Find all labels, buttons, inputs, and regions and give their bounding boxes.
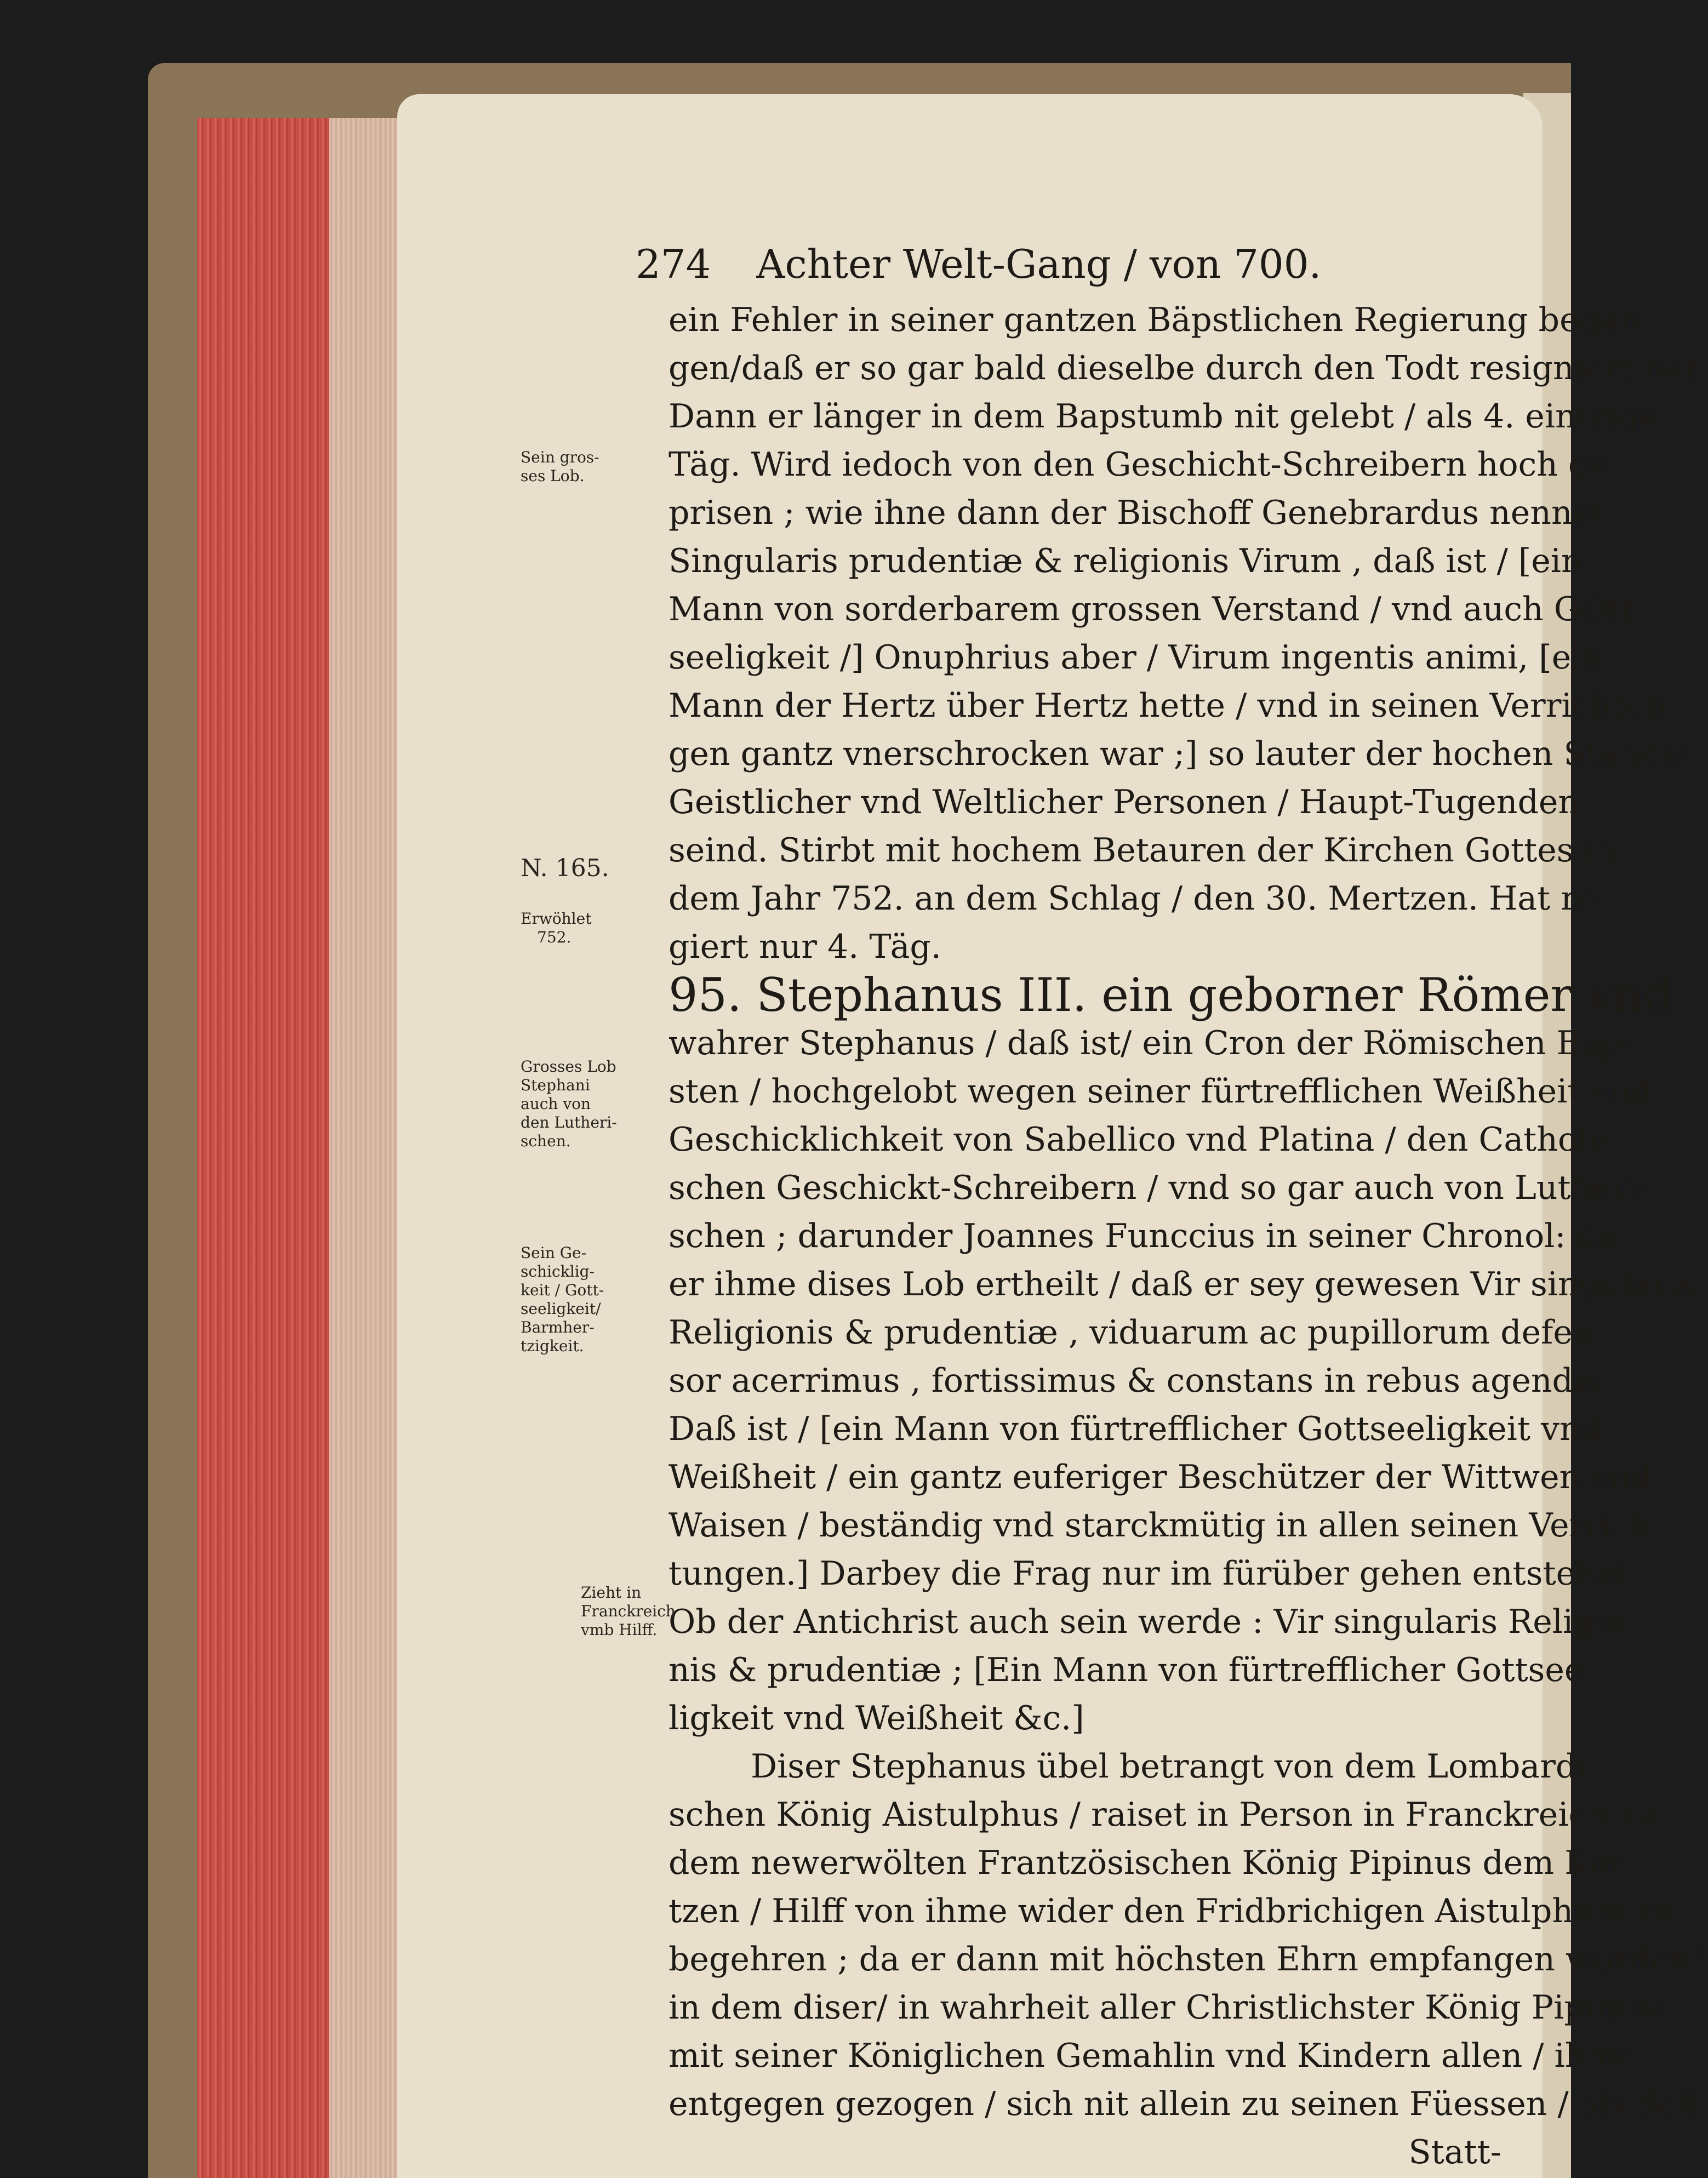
margin-note-line: tzigkeit. [521,1337,584,1355]
margin-note-line: den Lutheri- [521,1113,617,1131]
margin-note-line: keit / Gott- [521,1281,604,1299]
text-line: Waisen / beständig vnd starckmütig in allen seinen Verrich- [669,1506,1662,1545]
margin-note-line: Zieht in [581,1584,642,1602]
margin-note-line: Sein Ge- [521,1244,587,1262]
margin-note [581,1584,676,1639]
text-line: Daß ist / [ein Mann von fürtrefflicher Gottseeligkeit vnd [669,1410,1602,1448]
running-title: Achter Welt-Gang / von 700. [756,241,1322,287]
margin-note-line: auch von [521,1095,591,1113]
text-line: mit seiner Königlichen Gemahlin vnd Kindern allen / ihme [669,2037,1637,2075]
text-line: Religionis & prudentiæ , viduarum ac pupillorum defen- [669,1313,1605,1352]
text-line: in dem diser/ in wahrheit aller Christlichster König Pipinus/ [669,1988,1666,2027]
text-line: Weißheit / ein gantz euferiger Beschützer der Wittwen vnd [669,1458,1652,1496]
margin-note-line: Barmher- [521,1318,595,1336]
text-line: Mann der Hertz über Hertz hette / vnd in seinen Verrichtun- [669,687,1678,725]
text-line: ligkeit vnd Weißheit &c.] [669,1699,1084,1737]
margin-note-line: ses Lob. [521,467,585,485]
text-line: dem Jahr 752. an dem Schlag / den 30. Mertzen. Hat re- [669,879,1607,918]
catchword: Statt- [1408,2133,1501,2171]
margin-note-line: schicklig- [521,1262,595,1280]
page-number: 274 [636,241,711,287]
text-line: seeligkeit /] Onuphrius aber / Virum ingentis animi, [ein [669,638,1603,677]
text-line: entgegen gezogen / sich nit allein zu seinen Füessen / als deß [669,2085,1699,2123]
body-text [669,296,1708,2176]
text-line: Mann von sorderbarem grossen Verstand / vnd auch GOtt- [669,590,1645,628]
running-header [636,241,1321,287]
margin-note [521,910,652,947]
text-line: gen gantz vnerschrocken war ;] so lauter der hochen Stands/ [669,735,1689,773]
text-line: Geistlicher vnd Weltlicher Personen / Haupt-Tugenden [669,783,1580,821]
text-line: schen Geschickt-Schreibern / vnd so gar auch von Lutheri- [669,1169,1649,1207]
margin-note [521,1057,652,1151]
text-line: tungen.] Darbey die Frag nur im fürüber gehen entstehet: [669,1554,1641,1593]
margin-note [521,448,652,485]
margin-note-line: Stephani [521,1076,590,1094]
text-line: nis & prudentiæ ; [Ein Mann von fürtrefflicher Gottsee- [669,1651,1595,1689]
text-line: sten / hochgelobt wegen seiner fürtrefflichen Weißheit vnd [669,1072,1652,1111]
text-line: Dann er länger in dem Bapstumb nit gelebt / als 4. eintzige [669,397,1658,436]
text-line: giert nur 4. Täg. [669,928,941,966]
margin-note-number [521,855,652,882]
section-heading: 95. Stephanus III. ein geborner Römer vnd [669,968,1672,1022]
text-line: gen/daß er so gar bald dieselbe durch den Todt resigniert hat. [669,349,1708,387]
text-line: Geschicklichkeit von Sabellico vnd Platina / den Catholi- [669,1121,1610,1159]
margin-note-line: Grosses Lob [521,1057,616,1076]
text-line: Ob der Antichrist auch sein werde : Vir singularis Religio- [669,1603,1636,1641]
text-line: dem newerwölten Frantzösischen König Pipinus dem Kur- [669,1844,1637,1882]
text-line: Singularis prudentiæ & religionis Virum , daß ist / [ein [669,542,1583,580]
text-line: begehren ; da er dann mit höchsten Ehrn empfangen worden/ [669,1940,1702,1979]
text-line: seind. Stirbt mit hochem Betauren der Kirchen Gottes in [669,831,1616,870]
text-line: Diser Stephanus übel betrangt von dem Lombardi- [751,1747,1598,1786]
margin-note-line: schen. [521,1132,571,1150]
text-line: wahrer Stephanus / daß ist/ ein Cron der Römischen Bäp- [669,1024,1633,1062]
text-line: tzen / Hilff von ihme wider den Fridbrichigen Aistulphum zu [669,1892,1675,1930]
text-line: er ihme dises Lob ertheilt / daß er sey gewesen Vir singularis [669,1265,1695,1304]
text-line: prisen ; wie ihne dann der Bischoff Genebrardus nennet [669,494,1606,532]
margin-note-line: vmb Hilff. [581,1621,658,1639]
margin-note-line: seeligkeit/ [521,1300,601,1318]
text-line: sor acerrimus , fortissimus & constans in rebus agendis. [669,1362,1611,1400]
text-line: schen König Aistulphus / raiset in Person in Franckreich zu [669,1796,1658,1834]
margin-note [521,1244,652,1356]
margin-note-line: Franckreich [581,1602,676,1620]
margin-note-line: Sein gros- [521,448,599,466]
text-line: schen ; darunder Joannes Funccius in seiner Chronol: da [669,1217,1617,1255]
text-line: Täg. Wird iedoch von den Geschicht-Schreibern hoch ge- [669,445,1620,484]
text-line: ein Fehler in seiner gantzen Bäpstlichen Regierung began- [669,301,1652,339]
margin-note-line: N. 165. [521,854,609,882]
margin-note-line: Erwöhlet [521,910,592,928]
margin-note-line: 752. [537,928,572,946]
